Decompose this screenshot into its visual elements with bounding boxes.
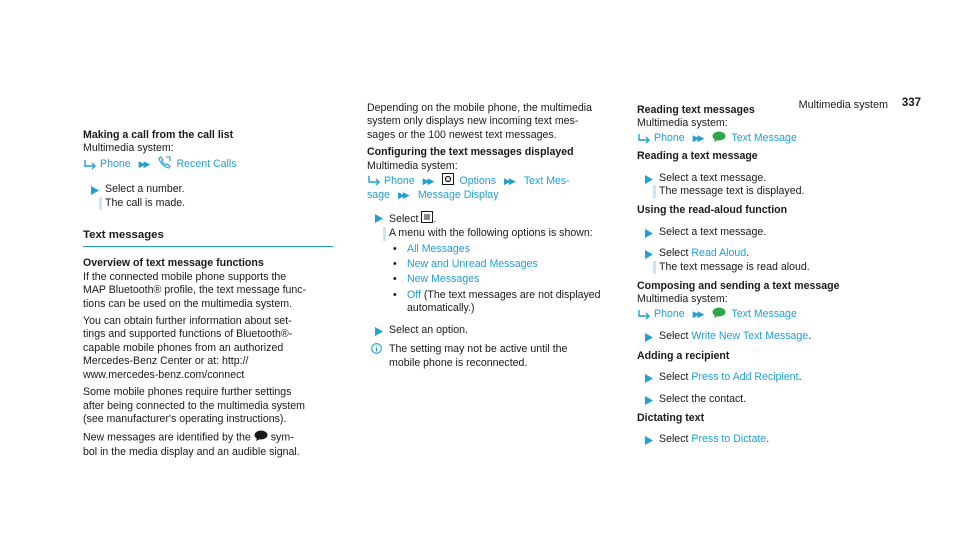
multimedia-system-label: Multimedia system: [367,159,458,172]
line: tions can be used on the multimedia system. [83,297,293,310]
line: (see manufacturer's operating instructions). [83,412,287,425]
double-chevron-icon: ▶▶ [138,158,149,169]
step-result: The message text is displayed. [653,185,887,198]
line [83,430,348,445]
line: Mercedes-Benz Center or at: http:// [83,355,249,368]
step-read-aloud [637,247,887,274]
option-off[interactable]: Off [407,288,421,301]
paragraph-4 [83,430,348,459]
page-number: 337 [901,97,921,109]
section-title: Text messages [83,229,333,247]
step-triangle-icon [83,183,105,210]
line: mobile phone is reconnected. [389,356,528,369]
step-triangle-icon [637,433,659,446]
text: Select [659,330,689,343]
option-new-messages[interactable]: New Messages [407,273,480,286]
compose-heading: Composing and sending a text message [637,280,840,293]
path-phone-link[interactable]: Phone [654,131,685,144]
column-1 [83,129,348,459]
menu-list-icon [421,211,433,227]
nav-path [83,156,348,173]
write-new-link[interactable]: Write New Text Message [691,330,809,343]
line: Select Press to Add Recipient. [659,371,802,384]
reading-heading: Reading text messages [637,104,755,116]
nav-path [367,173,617,189]
read-aloud-heading: Using the read-aloud function [637,204,788,217]
line: system only displays new incoming text mes- [367,115,579,128]
list-item: • Off (The text messages are not displayed automatically.) [393,288,601,315]
info-note [367,343,617,370]
step-select-number [83,183,348,210]
message-bubble-icon [712,307,726,322]
step-select-menu [367,211,617,316]
multimedia-system-label: Multimedia system: [83,142,174,155]
line: Some mobile phones require further settings [83,386,292,399]
nav-path [637,307,887,322]
dictating-heading: Dictating text [637,411,705,424]
read-aloud-link[interactable]: Read Aloud [691,247,747,260]
text: Select [389,212,419,225]
path-phone-link[interactable]: Phone [384,174,415,187]
path-text-message-link[interactable]: Text Mes- [523,174,570,187]
reading-one-heading: Reading a text message [637,150,758,163]
arrow-into-icon [367,176,379,186]
step-triangle-icon [637,247,659,274]
text: Select [659,371,689,384]
step-result: The text message is read aloud. [653,261,887,274]
step-text: Select the contact. [659,392,747,405]
line: Select Read Aloud. [659,247,750,260]
line: MAP Bluetooth® profile, the text message func- [83,284,307,297]
adding-heading: Adding a recipient [637,349,730,362]
step-dictate [637,433,887,446]
line: bol in the media display and an audible signal. [83,445,300,458]
nav-path [637,131,887,146]
step-result: A menu with the following options is shown: [383,227,617,240]
line: capable mobile phones from an authorized [83,341,284,354]
line: The setting may not be active until the [389,343,568,356]
message-bubble-icon [254,430,268,445]
line: Select Press to Dictate. [659,433,770,446]
multimedia-system-label: Multimedia system: [637,117,728,130]
step-text: Select an option. [389,323,468,336]
step-triangle-icon [367,324,389,337]
path-phone-link[interactable]: Phone [100,157,131,170]
text: Select [659,247,689,260]
step-text: Select a text message. [659,171,767,184]
double-chevron-icon: ▶▶ [692,308,703,319]
step-add-recipient [637,371,887,384]
line: sages or the 100 newest text messages. [367,128,557,141]
path-options-link[interactable]: Options [459,174,496,187]
option-new-unread[interactable]: New and Unread Messages [407,258,538,271]
nav-path-cont [367,189,617,202]
step-write-new [637,330,887,343]
double-chevron-icon: ▶▶ [692,132,703,143]
step-triangle-icon [637,393,659,406]
phone-recent-calls-icon [158,156,171,173]
line: automatically.) [407,302,475,315]
path-message-display-link[interactable]: Message Display [417,189,499,202]
path-text-message-link-cont[interactable]: sage [367,189,390,202]
step-select-contact [637,393,887,406]
path-phone-link[interactable]: Phone [654,307,685,320]
step-select-message-2 [637,226,887,239]
path-recent-calls-link[interactable]: Recent Calls [176,157,237,170]
paragraph-1 [83,271,348,311]
double-chevron-icon: ▶▶ [504,175,514,186]
step-select-option [367,324,617,337]
text: Select [659,433,689,446]
line: Select Write New Text Message. [659,330,812,343]
paragraph-3 [83,386,348,426]
dictate-link[interactable]: Press to Dictate [691,433,767,446]
line: after being connected to the multimedia system [83,399,305,412]
option-all-messages[interactable]: All Messages [407,242,470,255]
step-triangle-icon [367,211,389,316]
step-text: Select a text message. [659,225,767,238]
line [389,211,617,227]
text: New messages are identified by the [83,431,251,444]
running-header: Multimedia system [798,99,888,111]
arrow-into-icon [637,310,649,320]
line: Depending on the mobile phone, the multimedia [367,102,592,114]
arrow-into-icon [637,134,649,144]
overview-heading: Overview of text message functions [83,257,264,270]
add-recipient-link[interactable]: Press to Add Recipient [691,371,799,384]
info-icon [367,343,389,370]
message-bubble-icon [712,131,726,146]
step-result: The call is made. [99,197,348,210]
double-chevron-icon: ▶▶ [422,175,433,186]
path-text-message-link[interactable]: Text Message [731,131,797,144]
line: tings and supported functions of Bluetooth®- [83,328,293,341]
step-triangle-icon [637,330,659,343]
line: If the connected mobile phone supports the [83,270,287,283]
step-text: Select a number. [105,183,185,196]
multimedia-system-label: Multimedia system: [637,293,728,306]
step-triangle-icon [637,226,659,239]
options-gear-icon [442,173,454,189]
text: (The text messages are not displayed [423,288,601,301]
text: sym- [270,431,294,444]
list-item: • New Messages [393,273,480,286]
period: . [433,212,437,225]
list-item: • All Messages [393,242,470,255]
paragraph-depending [367,102,617,142]
column-3 [637,104,887,447]
config-heading: Configuring the text messages displayed [367,146,574,159]
column-2 [367,102,617,370]
paragraph-2 [83,315,348,382]
arrow-into-icon [83,160,95,170]
double-chevron-icon: ▶▶ [397,190,408,201]
list-item: • New and Unread Messages [393,258,538,271]
step-triangle-icon [637,172,659,199]
step-select-message [637,172,887,199]
step-triangle-icon [637,371,659,384]
making-call-heading: Making a call from the call list [83,129,234,141]
line: You can obtain further information about set- [83,315,292,328]
path-text-message-link[interactable]: Text Message [731,307,797,320]
line: www.mercedes-benz.com/connect [83,368,245,381]
